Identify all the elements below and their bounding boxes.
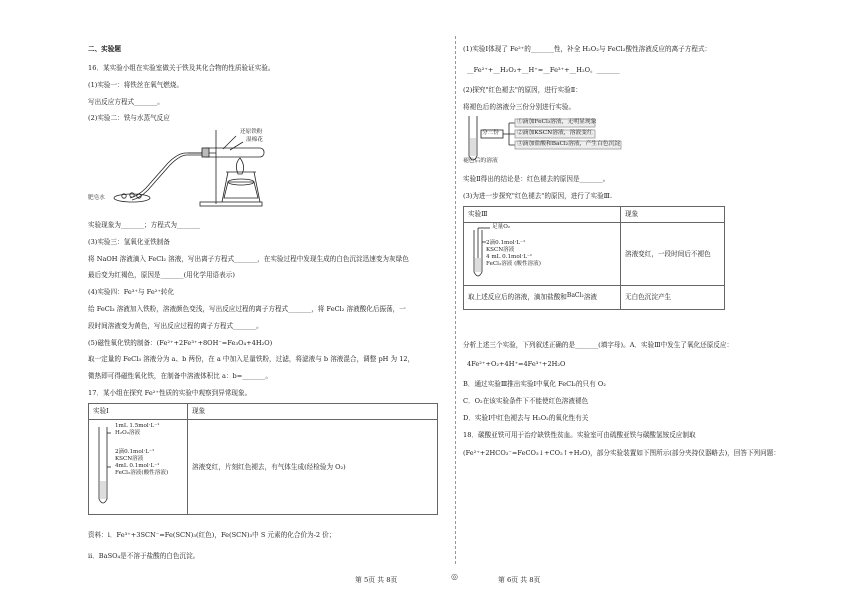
note-i: 资料：i．Fe³⁺+3SCN⁻=Fe(SCN)₃(红色)，Fe(SCN)₃中 S 元素的化合价为-2 价； <box>88 531 336 539</box>
iron-steam-apparatus-figure <box>88 126 288 208</box>
exp5-label: (5)磁性氧化铁的制备：(Fe²⁺+2Fe³⁺+8OH⁻=Fe₃O₄+4H₂O) <box>88 339 273 347</box>
tube1-fecl2: FeCl₂溶液(酸性溶液) <box>115 469 169 476</box>
note-ii: ii．BaSO₄是不溶于盐酸的白色沉淀。 <box>88 552 200 560</box>
exp3-line2: 最后变为红褐色，原因是_______(用化学用语表示) <box>88 271 235 279</box>
q1-text: (1)实验Ⅰ体现了 Fe²⁺的_______性，补全 H₂O₂与 FeCl₂酸性溶液反应的离子方程式： <box>463 45 712 53</box>
tube3-kscn-conc: 2滴0.1mol·L⁻¹ <box>486 240 526 246</box>
tube1-h2o2: H₂O₂溶液 <box>115 429 141 436</box>
table3-row2-bacl2: BaCl₂ <box>566 291 584 299</box>
tube3-fecl2-conc: 4 mL 0.1mol·L⁻¹ <box>486 253 533 260</box>
step-2: ②滴加KSCN溶液，溶液变红 <box>517 130 593 136</box>
label-wet-cotton: 湿棉花 <box>246 137 263 143</box>
o2-label: 足量O₂ <box>492 224 511 230</box>
q18-line1: 18．碳酸亚铁可用于治疗缺铁性贫血。实验室可由硫酸亚铁与碳酸氢铵反应制取 <box>463 431 696 439</box>
table1-header-phen: 现象 <box>188 404 438 420</box>
label-soap-water: 肥皂水 <box>88 195 105 201</box>
analysis-equation: 4Fe²⁺+O₂+4H⁺=4Fe³⁺+2H₂O <box>467 360 566 368</box>
table3-header-exp: 实验Ⅲ <box>464 207 621 223</box>
exp5-line2: 微热即可得磁性氧化铁，在制备中溶液体积比 a：b=_______。 <box>88 372 272 380</box>
exp3-line1: 将 NaOH 溶液滴入 FeCl₂ 溶液，写出离子方程式_______，在实验过程中发现生成的白色沉淀迅速变为灰绿色 <box>88 255 409 263</box>
test-tube-figure-1 <box>93 423 181 511</box>
tube3-fecl2: FeCl₂溶液 (酸性溶液) <box>486 260 541 267</box>
q1-equation: __Fe²⁺+__H₂O₂+__H⁺=__Fe³⁺+__H₂O。_______ <box>467 66 620 74</box>
exp5-line1: 取一定量的 FeCl₃ 溶液分为 a、b 两份，在 a 中加入足量铁粉，过滤，将滤液与 b 溶液混合，调整 pH 为 12， <box>88 355 415 363</box>
q3-text: (3)为进一步探究"红色褪去"的原因，进行了实验Ⅲ. <box>463 192 613 200</box>
exp3-label: (3)实验三：氢氧化亚铁制备 <box>88 238 170 246</box>
table3-phenomenon-1: 溶液变红，一段时间后不褪色 <box>621 223 725 286</box>
page-number-left: 第 5页 共 8页 <box>355 576 398 584</box>
q2-text: (2)探究"红色褪去"的原因，进行实验Ⅱ： <box>463 86 582 94</box>
table1-phenomenon: 溶液变红，片刻红色褪去，有气体生成(经检验为 O₂) <box>188 420 438 515</box>
section-title: 二、实验题 <box>88 45 121 53</box>
step-1: ①滴加FeCl₃溶液，无明显现象 <box>517 119 597 125</box>
table3-row2-exp <box>464 286 621 310</box>
test-tube-drawing <box>93 425 113 509</box>
tube3-kscn: KSCN溶液 <box>486 246 515 253</box>
left-column <box>88 0 446 608</box>
q17-intro: 17．某小组在探究 Fe²⁺性质的实验中观察到异常现象。 <box>88 389 252 397</box>
experiment-1-table <box>88 403 438 515</box>
experiment-3-table <box>463 206 725 310</box>
table1-apparatus-cell <box>89 420 188 515</box>
option-c: C．O₂在该实验条件下不能使红色溶液褪色 <box>463 397 589 405</box>
column-divider <box>455 36 456 564</box>
tube1-fecl2-conc: 4mL 0.1mol·L⁻¹ <box>115 462 160 469</box>
page-number-right: 第 6页 共 8页 <box>498 576 541 584</box>
table3-header-phen: 现象 <box>621 207 725 223</box>
exp4-line1: 给 FeCl₃ 溶液加入铁粉，溶液颜色变浅，写出反应过程的离子方程式_______，将 FeCl₂ 溶液酸化后振荡，一 <box>88 305 406 313</box>
q16-intro: 16．某实验小组在实验室做关于铁及其化合物的性质验证实验。 <box>88 64 275 72</box>
tube1-kscn: KSCN溶液 <box>115 455 144 462</box>
table3-apparatus-cell <box>464 223 621 286</box>
option-b: B．通过实验Ⅲ推出实验Ⅰ中氧化 FeCl₂的只有 O₂ <box>463 380 606 388</box>
table3-row2-end: 溶液 <box>583 292 597 301</box>
label-iron-powder: 还原铁粉 <box>240 129 263 135</box>
exp2-label: (2)实验二：铁与水蒸气反应 <box>88 114 170 122</box>
q2-conclusion: 实验Ⅱ得出的结论是：红色褪去的原因是_______。 <box>463 175 610 183</box>
table3-phenomenon-2: 无白色沉淀产生 <box>621 286 725 310</box>
table1-header-exp: 实验Ⅰ <box>89 404 188 420</box>
analysis-text: 分析上述三个实验，下列叙述正确的是_______(填字母)。A．实验Ⅲ中发生了氧化还原反应： <box>463 341 734 349</box>
exp1-label: (1)实验一：将铁丝在氧气燃烧。 <box>88 81 184 89</box>
fig-caption: 褪色后的溶液 <box>463 158 498 164</box>
exp1-prompt: 写出反应方程式_______。 <box>88 98 164 106</box>
option-d: D．实验Ⅰ中红色褪去与 H₂O₂的氧化性有关 <box>463 414 589 422</box>
center-circle-icon: ◎ <box>451 572 458 581</box>
step-3: ③滴加盐酸和BaCl₂溶液，产生白色沉淀 <box>517 141 621 147</box>
test-tube-figure-3 <box>468 226 608 282</box>
right-column <box>463 0 780 608</box>
label-split-three: 分三份 <box>482 130 499 136</box>
q18-line2: (Fe²⁺+2HCO₃⁻=FeCO₃↓+CO₂↑+H₂O)，部分实验装置如下图所示(部分夹持仪器略去)，回答下列问题： <box>463 449 780 457</box>
exp4-label: (4)实验四：Fe³⁺与 Fe²⁺转化 <box>88 288 175 296</box>
tube1-h2o2-conc: 1mL 1.5mol·L⁻¹ <box>115 423 160 429</box>
table3-row2-text: 取上述反应后的溶液，滴加盐酸和 <box>468 292 567 301</box>
exp2-prompt: 实验现象为_______；方程式为_______ <box>88 221 201 229</box>
q2-sub: 将褪色后的溶液分三份分别进行实验。 <box>463 103 576 111</box>
tube1-kscn-conc: 2滴0.1mol·L⁻¹ <box>115 448 155 455</box>
exp4-line2: 段时间溶液变为黄色，写出反应过程的离子方程式_______。 <box>88 322 263 330</box>
experiment-2-figure <box>463 114 663 166</box>
